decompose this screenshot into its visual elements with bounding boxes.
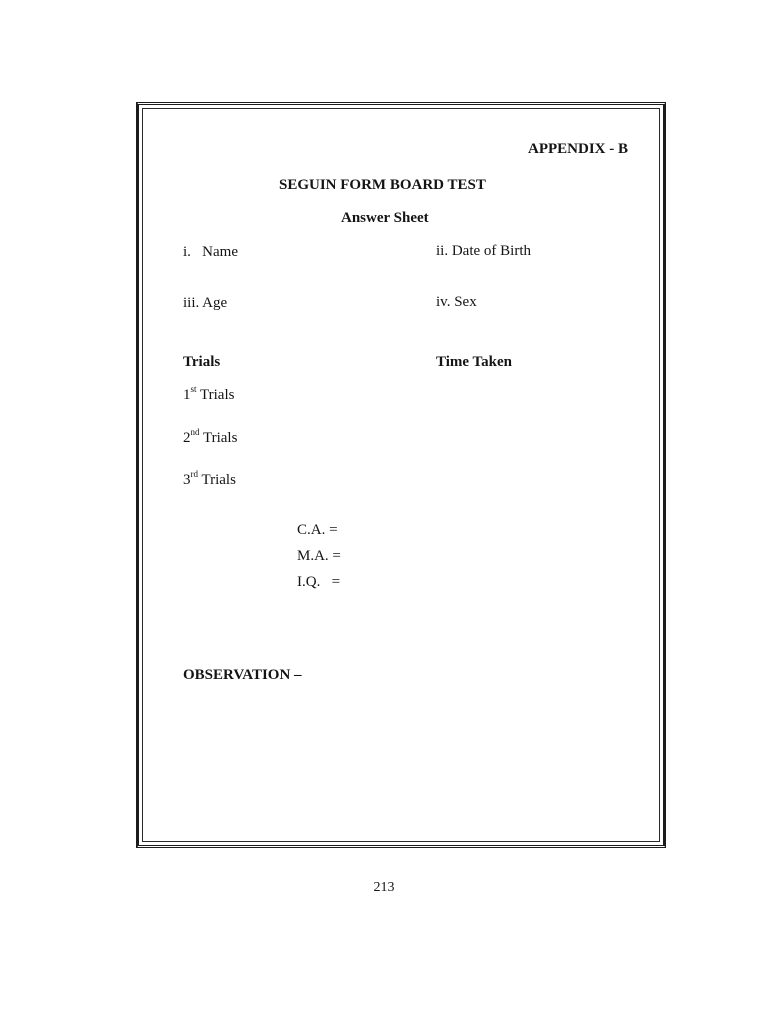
trial-ordinal-suffix: rd xyxy=(190,469,198,479)
mental-age-label: M.A. = xyxy=(297,548,341,564)
time-taken-column-header: Time Taken xyxy=(436,354,513,370)
trial-number: 2 xyxy=(183,430,191,446)
trial-number: 3 xyxy=(183,472,191,488)
iq-label: I.Q. = xyxy=(297,574,341,590)
appendix-label: APPENDIX - B xyxy=(528,141,628,157)
trial-ordinal-suffix: nd xyxy=(190,427,200,437)
sex-field-label: iv. Sex xyxy=(436,294,477,310)
dob-field-label: ii. Date of Birth xyxy=(436,243,531,259)
page-number: 213 xyxy=(373,880,395,895)
document-subtitle: Answer Sheet xyxy=(341,210,429,226)
trial-label: Trials xyxy=(196,387,235,403)
name-field-label: i. Name xyxy=(183,244,238,260)
age-field-label: iii. Age xyxy=(183,295,228,311)
chronological-age-label: C.A. = xyxy=(297,522,338,538)
trial-label: Trials xyxy=(198,472,236,488)
trial-label: Trials xyxy=(199,430,238,446)
observation-label: OBSERVATION – xyxy=(183,667,302,683)
document-title: SEGUIN FORM BOARD TEST xyxy=(279,177,486,193)
trial-row xyxy=(183,429,237,447)
trial-row xyxy=(183,471,236,489)
trial-row xyxy=(183,386,234,404)
trial-number: 1 xyxy=(183,387,191,403)
trials-column-header: Trials xyxy=(183,354,221,370)
trial-ordinal-suffix: st xyxy=(190,384,197,394)
